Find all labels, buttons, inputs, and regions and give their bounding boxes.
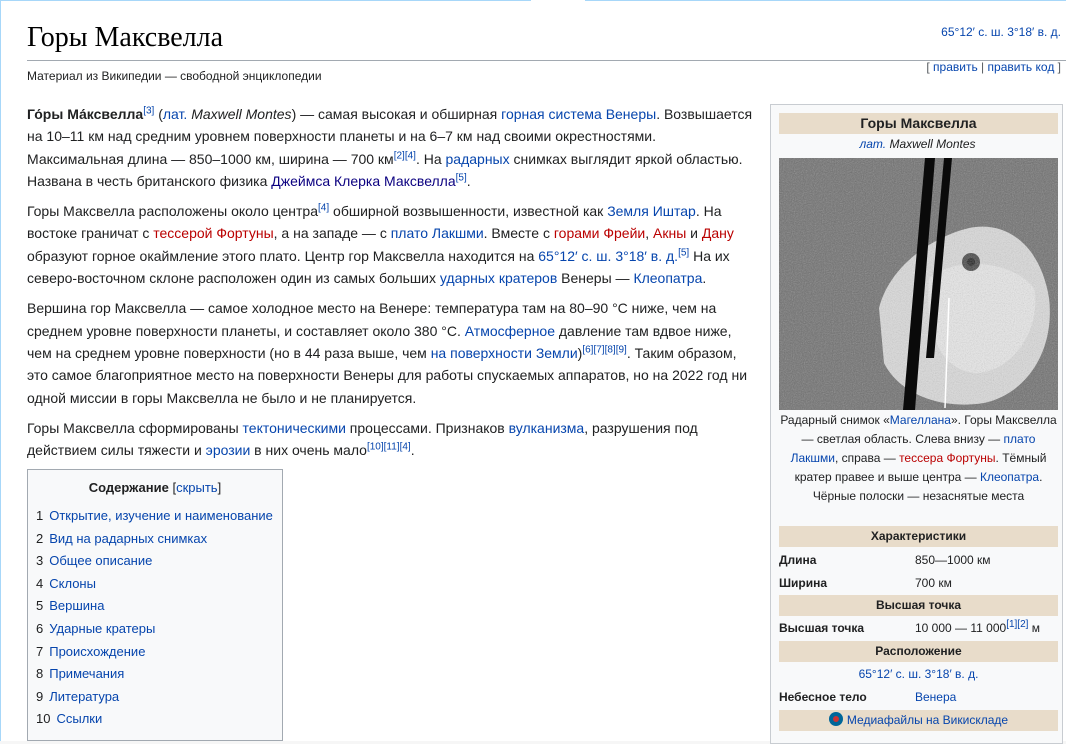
earth-surface-link[interactable]: на поверхности Земли	[430, 344, 578, 361]
bracket: ]	[217, 480, 222, 495]
toc-link[interactable]: Общее описание	[49, 553, 153, 569]
lakshmi-planum-link[interactable]: плато Лакшми	[390, 225, 484, 242]
toc-number: 3	[36, 553, 44, 569]
text: Горы Максвелла расположены около центра	[27, 203, 319, 220]
location-header: Расположение	[779, 641, 1058, 662]
radar-image-graphic	[779, 158, 1058, 410]
text: . Тёмный кратер правее и выше центра —	[794, 451, 1047, 484]
text: в них очень мало	[250, 442, 367, 459]
text: ». Горы Максвелла — светлая область. Слева внизу —	[801, 413, 1057, 446]
reference-link[interactable]: [10][11][4]	[366, 441, 411, 453]
magellan-link[interactable]: Магеллана	[889, 413, 951, 427]
paragraph-2	[27, 200, 755, 289]
width-row	[779, 572, 1058, 594]
text: Вершина гор Максвелла — самое холодное место на Венере: температура там на 80–90 °C ниже, чем на среднем уровне поверхности планеты, и составляет около 380 °C.	[27, 300, 717, 339]
toc-link[interactable]: Происхождение	[49, 643, 146, 659]
celestial-body-label: Небесное тело	[779, 690, 867, 704]
width-value: 700 км	[915, 576, 952, 590]
text: .	[702, 270, 707, 287]
text: )	[577, 344, 583, 361]
image-caption	[779, 411, 1058, 506]
reference-link[interactable]: [4]	[404, 149, 416, 161]
text: Горы Максвелла сформированы	[27, 419, 243, 436]
length-row	[779, 549, 1058, 571]
infobox	[770, 104, 1063, 744]
toc-header	[28, 480, 282, 495]
text: . Возвышается на 10–11 км над средним уровнем поверхности планеты и на 6–7 км над своими окрестностями. Максимальная длина — 850–1000 км, ширина — 700 км	[27, 106, 753, 167]
toc-number: 4	[36, 575, 44, 591]
reference-link[interactable]: [2]	[393, 149, 405, 161]
paragraph-3	[27, 297, 755, 408]
page-title: Горы Максвелла	[27, 22, 224, 53]
latin-name: Maxwell Montes	[191, 106, 292, 122]
bracket: [	[168, 480, 177, 495]
reference-link[interactable]: [5]	[678, 247, 690, 259]
toc-number: 5	[36, 598, 44, 614]
toc-item[interactable]	[36, 550, 282, 573]
radar-link[interactable]: радарных	[445, 150, 510, 167]
paragraph-1	[27, 103, 755, 192]
title-coordinates[interactable]	[941, 25, 1061, 39]
danu-montes-link[interactable]: Дану	[701, 225, 734, 242]
toc-item[interactable]	[36, 528, 282, 551]
edit-link[interactable]: править	[933, 60, 978, 74]
toc-item[interactable]	[36, 618, 282, 641]
ishtar-terra-link[interactable]: Земля Иштар	[607, 203, 696, 220]
fortuna-tessera-link[interactable]: тессерой Фортуны	[153, 225, 274, 242]
text: , а на западе — с	[273, 225, 391, 242]
highest-point-value	[915, 617, 1040, 639]
length-value: 850—1000 км	[915, 553, 991, 567]
latin-name: Maxwell Montes	[889, 137, 976, 151]
toc-link[interactable]: Склоны	[49, 575, 96, 591]
text: . Таким образом, это самое благоприятное место на поверхности Венеры для работы спускаемых аппаратов, но на 2022 год ни одной миссии в горы Максвелла не было и не планируется.	[27, 344, 748, 406]
text: ) — самая высокая и обширная	[291, 106, 502, 122]
characteristics-header: Характеристики	[779, 526, 1058, 547]
paragraph-4	[27, 417, 755, 462]
article-body	[27, 103, 755, 469]
akna-montes-link[interactable]: Акны	[653, 225, 687, 242]
venus-link[interactable]: Венера	[915, 690, 957, 704]
highest-point-label: Высшая точка	[779, 621, 864, 635]
toc-link[interactable]: Вид на радарных снимках	[49, 530, 208, 546]
article-subject: Го́ры Ма́ксвелла	[27, 106, 144, 122]
text: . На востоке граничат с	[27, 203, 722, 242]
toc-number: 7	[36, 643, 44, 659]
toc-item[interactable]	[36, 573, 282, 596]
text: . На	[415, 150, 446, 167]
text: , справа —	[834, 451, 900, 465]
toc-number: 8	[36, 666, 44, 682]
venus-link[interactable]: Венеры	[605, 106, 657, 122]
toc-item[interactable]	[36, 708, 282, 731]
highest-point-header: Высшая точка	[779, 595, 1058, 616]
toc-title: Содержание	[88, 480, 169, 495]
freyja-montes-link[interactable]: горами Фрейи	[553, 225, 646, 242]
coordinates-link[interactable]: 65°12′ с. ш. 3°18′ в. д.	[858, 667, 979, 681]
highest-point-row	[779, 617, 1058, 639]
toc-link[interactable]: Литература	[49, 688, 120, 704]
toc-number: 9	[36, 688, 44, 704]
tectonic-link[interactable]: тектоническими	[242, 419, 346, 436]
edit-links	[926, 60, 1061, 74]
text: обширной возвышенности, известной как	[329, 203, 608, 220]
text: . Чёрные полоски — незаснятые места	[812, 470, 1043, 503]
width-label: Ширина	[779, 576, 828, 590]
text: ,	[645, 225, 653, 242]
latin-abbr-link[interactable]: лат.	[859, 137, 887, 151]
toc-link[interactable]: Примечания	[49, 666, 125, 682]
toc-number: 1	[36, 508, 44, 523]
atmospheric-link[interactable]: Атмосферное	[464, 322, 555, 339]
reference-link[interactable]: [3]	[143, 105, 155, 117]
toc-item[interactable]	[36, 595, 282, 618]
edit-code-link[interactable]: править код	[987, 60, 1055, 74]
toc-item[interactable]	[36, 641, 282, 664]
table-of-contents	[27, 469, 283, 741]
text: образуют горное окаймление этого плато. Центр гор Максвелла находится на	[27, 247, 539, 264]
toc-item[interactable]	[36, 663, 282, 686]
text: .	[466, 172, 471, 189]
separator: |	[977, 60, 988, 74]
text: процессами. Признаков	[345, 419, 509, 436]
toc-number: 10	[36, 711, 51, 727]
text: и	[686, 225, 702, 242]
site-tagline: Материал из Википедии — свободной энциклопедии	[27, 69, 322, 83]
text: На их северо-восточном склоне расположен один из самых больших	[27, 247, 730, 287]
cleopatra-link[interactable]: Клеопатра	[633, 270, 703, 287]
wikimedia-commons-icon	[829, 712, 843, 726]
impact-craters-link[interactable]: ударных кратеров	[439, 270, 558, 287]
volcanism-link[interactable]: вулканизма	[508, 419, 585, 436]
erosion-link[interactable]: эрозии	[205, 442, 251, 459]
length-label: Длина	[779, 553, 817, 567]
toc-number: 2	[36, 530, 44, 546]
mountain-system-link[interactable]: горная система	[501, 106, 602, 122]
text: давление там вдвое ниже, чем на среднем уровне поверхности (но в 44 раза выше, чем	[27, 322, 732, 361]
toc-link[interactable]: Ссылки	[56, 711, 103, 727]
coordinates-link[interactable]: 65°12′ с. ш. 3°18′ в. д.	[941, 25, 1061, 39]
text: Венеры —	[557, 270, 634, 287]
coordinates-inline-link[interactable]: 65°12′ с. ш. 3°18′ в. д.	[538, 247, 679, 264]
title-divider	[27, 60, 1066, 61]
maxwell-link[interactable]: Джеймса Клерка Максвелла	[271, 172, 456, 189]
text: (	[154, 106, 163, 122]
lakshmi-planum-link[interactable]: плато Лакшми	[790, 432, 1036, 465]
tab-border-line	[1, 0, 531, 1]
fortuna-tessera-link[interactable]: тессера Фортуны	[899, 451, 996, 465]
commons-row[interactable]	[779, 710, 1058, 731]
cleopatra-link[interactable]: Клеопатра	[979, 470, 1040, 484]
toc-toggle-link[interactable]: скрыть	[176, 480, 218, 495]
toc-item[interactable]	[36, 505, 282, 528]
bracket: [	[926, 60, 934, 74]
toc-link[interactable]: Открытие, изучение и наименование	[49, 508, 273, 523]
infobox-latin-name	[771, 137, 1064, 151]
celestial-body-value	[915, 686, 956, 708]
elevation-value: 10 000 — 11 000	[915, 621, 1007, 635]
toc-number: 6	[36, 620, 44, 636]
unit: м	[1028, 621, 1041, 635]
reference-link[interactable]: [6][7][8][9]	[582, 344, 627, 356]
infobox-title: Горы Максвелла	[779, 113, 1058, 134]
bracket: ]	[1054, 60, 1061, 74]
latin-abbr-link[interactable]: лат.	[162, 106, 188, 122]
toc-list	[28, 505, 282, 731]
celestial-body-row	[779, 686, 1058, 708]
toc-link[interactable]: Ударные кратеры	[49, 620, 156, 636]
text: , разрушения под действием силы тяжести и	[27, 419, 698, 459]
location-coordinates[interactable]	[779, 663, 1058, 685]
text: . Вместе с	[483, 225, 554, 242]
text: Радарный снимок «	[780, 413, 890, 427]
reference-link[interactable]: [5]	[455, 172, 467, 184]
commons-link[interactable]: Медиафайлы на Викискладе	[846, 713, 1009, 727]
reference-link[interactable]: [4]	[318, 202, 330, 214]
toc-item[interactable]	[36, 686, 282, 709]
reference-link[interactable]: [1][2]	[1006, 619, 1029, 630]
text: .	[410, 442, 415, 459]
text: снимках выглядит яркой областью. Названа в честь британского физика	[27, 150, 743, 189]
radar-image[interactable]	[779, 158, 1058, 410]
tab-border-line	[585, 0, 1066, 1]
toc-link[interactable]: Вершина	[49, 598, 105, 614]
